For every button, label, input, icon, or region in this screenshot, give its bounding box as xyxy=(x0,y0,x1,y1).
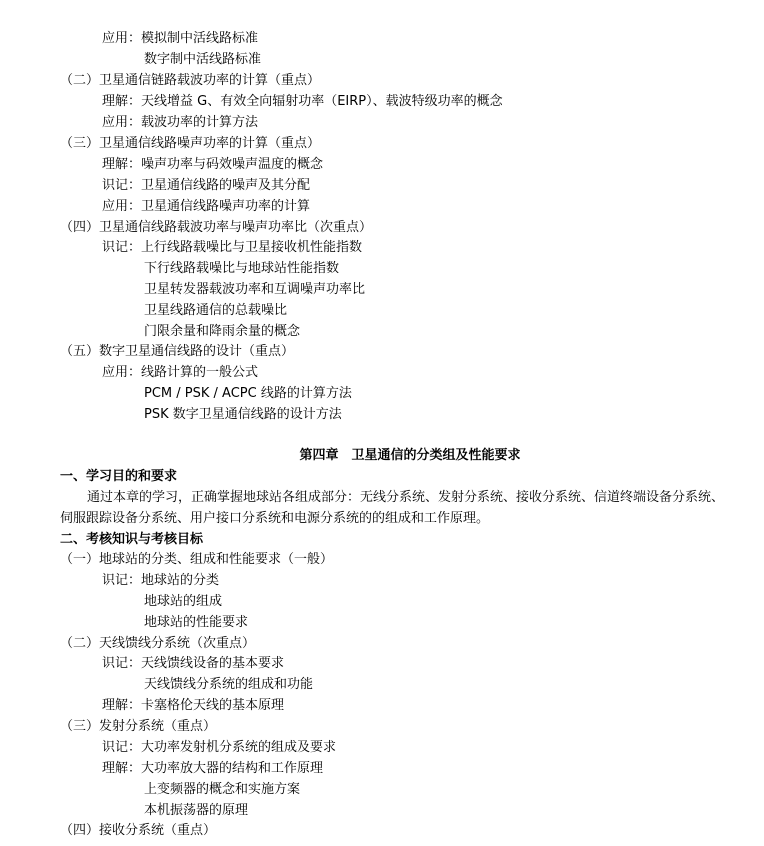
text-line: 理解：卡塞格伦天线的基本原理 xyxy=(102,698,285,713)
text-line: 应用：线路计算的一般公式 xyxy=(102,365,259,380)
text-line: 应用：卫星通信线路噪声功率的计算 xyxy=(102,199,311,214)
text-line: 识记：天线馈线设备的基本要求 xyxy=(102,656,285,671)
text-line: 伺服跟踪设备分系统、用户接口分系统和电源分系统的的组成和工作原理。 xyxy=(60,511,490,526)
text-line: 下行线路载噪比与地球站性能指数 xyxy=(144,261,340,276)
text-line: 数字制中活线路标准 xyxy=(144,52,262,67)
text-line: （五）数字卫星通信线路的设计（重点） xyxy=(60,344,295,359)
text-line: 通过本章的学习，正确掌握地球站各组成部分：无线分系统、发射分系统、接收分系统、信道终端设备分系统、 xyxy=(87,490,725,505)
section-heading: 二、考核知识与考核目标 xyxy=(60,532,204,547)
text-line: （四）卫星通信线路载波功率与噪声功率比（次重点） xyxy=(60,220,373,235)
text-line: PCM / PSK / ACPC 线路的计算方法 xyxy=(144,386,352,401)
text-line: （三）卫星通信线路噪声功率的计算（重点） xyxy=(60,136,321,151)
text-line: 理解：天线增益 G、有效全向辐射功率（EIRP）、载波特级功率的概念 xyxy=(102,94,503,109)
text-line: 理解：噪声功率与码效噪声温度的概念 xyxy=(102,157,324,172)
text-line: 识记：大功率发射机分系统的组成及要求 xyxy=(102,740,337,755)
text-line: 上变频器的概念和实施方案 xyxy=(144,782,301,797)
text-line: PSK 数字卫星通信线路的设计方法 xyxy=(144,407,342,422)
text-line: 识记：地球站的分类 xyxy=(102,573,220,588)
text-line: （四）接收分系统（重点） xyxy=(60,823,217,838)
text-line: 门限余量和降雨余量的概念 xyxy=(144,324,301,339)
section-heading: 一、学习目的和要求 xyxy=(60,469,178,484)
text-line: （一）地球站的分类、组成和性能要求（一般） xyxy=(60,552,334,567)
text-line: 卫星线路通信的总载噪比 xyxy=(144,303,288,318)
text-line: （二）卫星通信链路载波功率的计算（重点） xyxy=(60,73,321,88)
text-line: 识记：卫星通信线路的噪声及其分配 xyxy=(102,178,311,193)
text-line: 本机振荡器的原理 xyxy=(144,803,249,818)
text-line: 理解：大功率放大器的结构和工作原理 xyxy=(102,761,324,776)
chapter-title: 第四章 卫星通信的分类组及性能要求 xyxy=(299,448,521,463)
text-line: （二）天线馈线分系统（次重点） xyxy=(60,636,256,651)
text-line: 地球站的组成 xyxy=(144,594,223,609)
text-line: 应用：载波功率的计算方法 xyxy=(102,115,259,130)
text-line: （三）发射分系统（重点） xyxy=(60,719,217,734)
text-line: 应用：模拟制中活线路标准 xyxy=(102,31,259,46)
text-line: 卫星转发器载波功率和互调噪声功率比 xyxy=(144,282,366,297)
text-line: 天线馈线分系统的组成和功能 xyxy=(144,677,314,692)
text-line: 识记：上行线路载噪比与卫星接收机性能指数 xyxy=(102,240,363,255)
text-line: 地球站的性能要求 xyxy=(144,615,249,630)
